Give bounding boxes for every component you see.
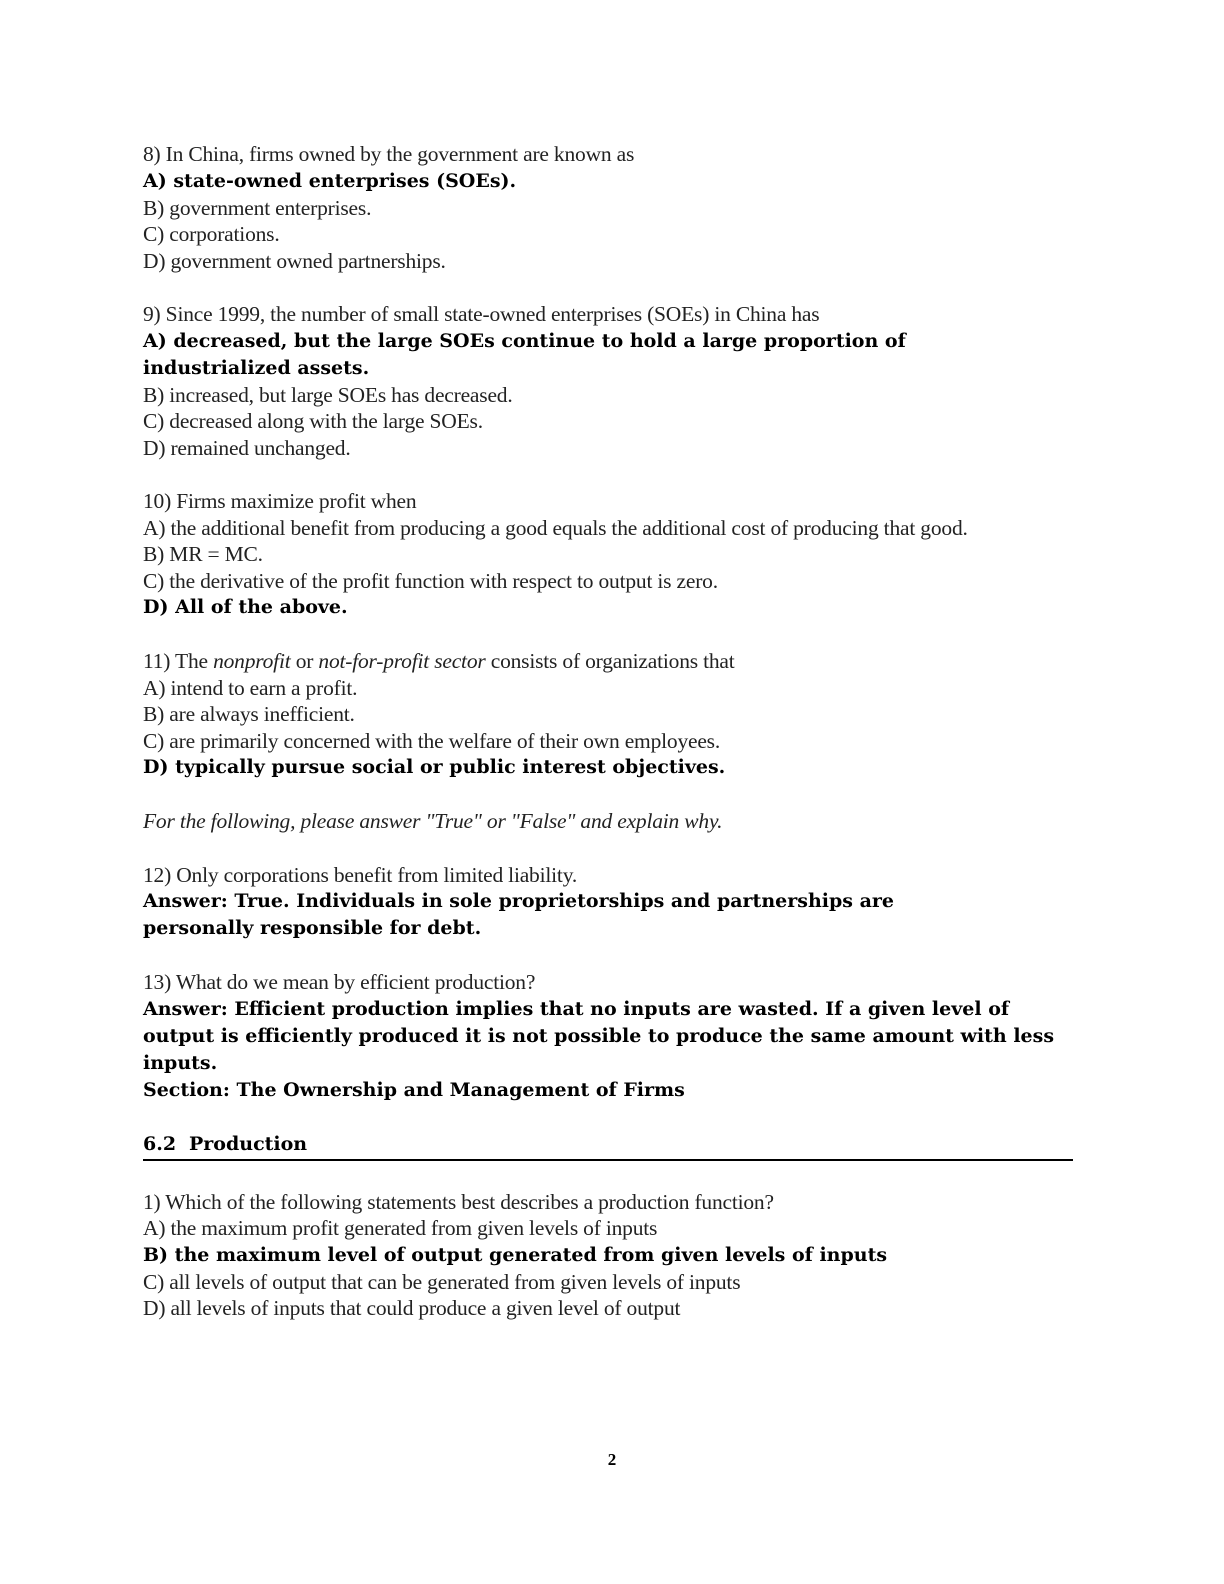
question-stem: 1) Which of the following statements best describes a production function? <box>143 1189 774 1214</box>
option: D) remained unchanged. <box>143 435 351 460</box>
section-heading <box>143 1131 1073 1161</box>
option: B) government enterprises. <box>143 195 372 220</box>
option: D) all levels of inputs that could produce a given level of output <box>143 1296 681 1320</box>
option-correct: A) state-owned enterprises (SOEs). <box>143 169 517 192</box>
option: B) are always inefficient. <box>143 702 355 726</box>
question-stem <box>143 648 1073 675</box>
question-13 <box>143 969 1073 1104</box>
option-correct: A) decreased, but the large SOEs continue to hold a large proportion of industrialized assets. <box>143 329 906 379</box>
option: C) are primarily concerned with the welfare of their own employees. <box>143 728 721 753</box>
option: C) decreased along with the large SOEs. <box>143 409 483 433</box>
option-correct: B) the maximum level of output generated from given levels of inputs <box>143 1243 888 1266</box>
answer-text: Answer: Efficient production implies that no inputs are wasted. If a given level of output is efficiently produced it is not possible to produce the same amount with less inputs. <box>143 997 1055 1074</box>
question-stem: 12) Only corporations benefit from limited liability. <box>143 862 578 887</box>
production-question-1 <box>143 1189 1073 1322</box>
stem-prefix: 11) The <box>143 649 214 673</box>
option-correct: D) All of the above. <box>143 596 348 618</box>
question-8 <box>143 141 1073 274</box>
option: C) the derivative of the profit function with respect to output is zero. <box>143 568 718 593</box>
option: B) increased, but large SOEs has decreased. <box>143 382 513 407</box>
question-11 <box>143 648 1073 781</box>
question-stem: 10) Firms maximize profit when <box>143 489 417 513</box>
document-page <box>143 141 1073 1322</box>
option: D) government owned partnerships. <box>143 248 446 273</box>
question-stem: 9) Since 1999, the number of small state-owned enterprises (SOEs) in China has <box>143 302 820 326</box>
question-stem: 8) In China, firms owned by the government are known as <box>143 142 635 166</box>
question-10 <box>143 488 1073 621</box>
answer-text: Answer: True. Individuals in sole proprietorships and partnerships are personally responsible for debt. <box>143 890 894 939</box>
question-stem: 13) What do we mean by efficient production? <box>143 970 536 994</box>
option: A) the additional benefit from producing a good equals the additional cost of producing that good. <box>143 515 968 540</box>
section-reference: Section: The Ownership and Management of Firms <box>143 1078 685 1101</box>
option: C) corporations. <box>143 222 280 246</box>
instruction-text: For the following, please answer "True" or "False" and explain why. <box>143 809 723 833</box>
option: C) all levels of output that can be generated from given levels of inputs <box>143 1269 741 1294</box>
question-12 <box>143 862 1073 943</box>
page-number: 2 <box>607 1450 617 1469</box>
option: A) intend to earn a profit. <box>143 675 358 700</box>
stem-term-not-for-profit: not-for-profit sector <box>318 649 486 673</box>
stem-term-nonprofit: nonprofit <box>213 649 291 673</box>
option: B) MR = MC. <box>143 542 263 566</box>
section-title: Production <box>189 1132 308 1155</box>
question-9 <box>143 301 1073 461</box>
section-number: 6.2 <box>143 1132 177 1155</box>
option: A) the maximum profit generated from given levels of inputs <box>143 1216 658 1240</box>
stem-suffix: consists of organizations that <box>485 649 735 673</box>
option-correct: D) typically pursue social or public interest objectives. <box>143 756 726 778</box>
stem-mid: or <box>290 649 319 673</box>
